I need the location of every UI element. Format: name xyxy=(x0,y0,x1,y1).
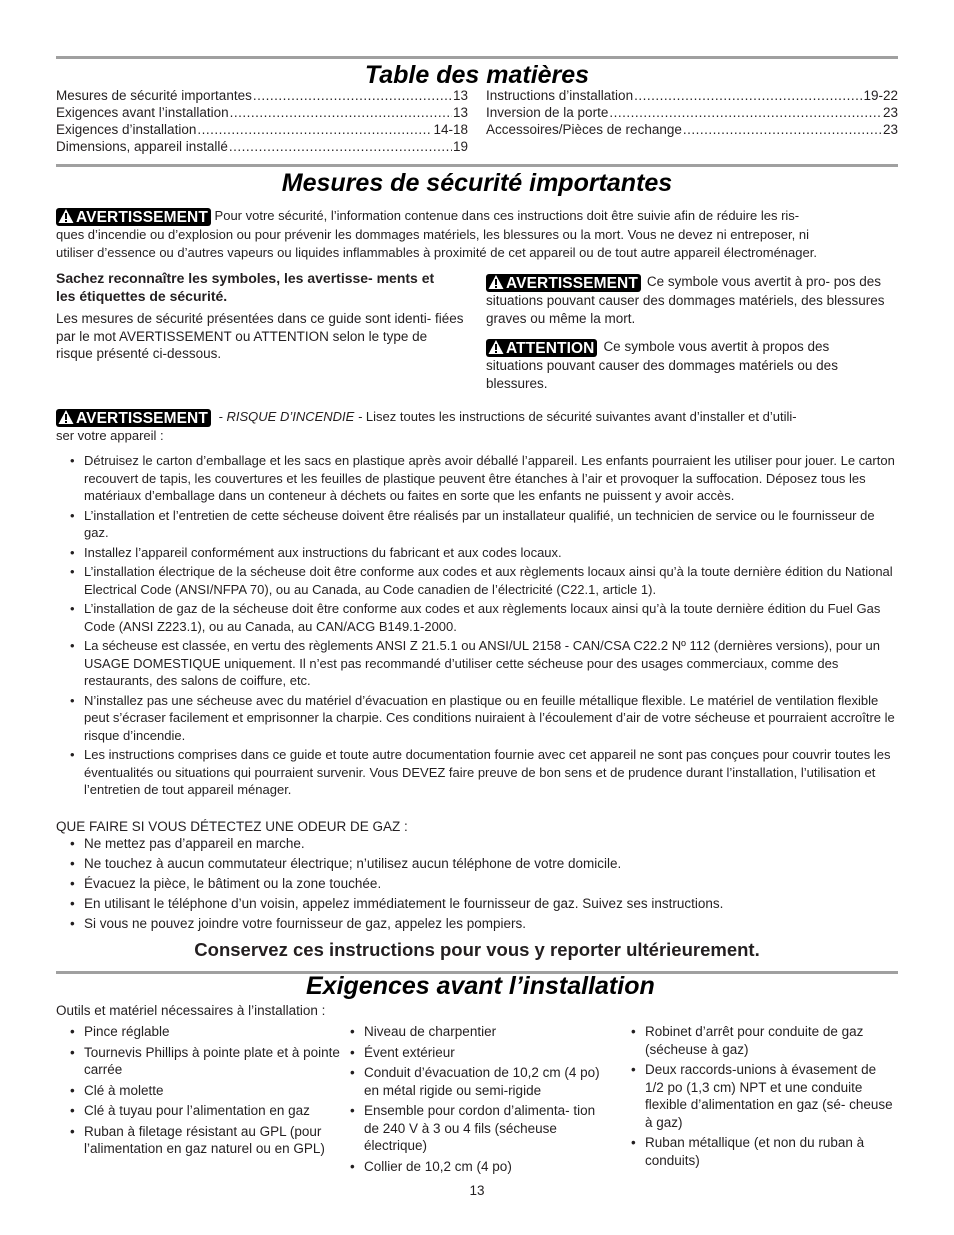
warning-intro xyxy=(56,207,898,261)
fire-bullet-item: • Les instructions comprises dans ce guide et toute autre documentation fournie avec cet appareil ne sont pas conçues pour couvrir toutes les éventualités ou situations qui pourraient survenir. Vous DEVEZ faire preuve de bon sens et de prudence durant l’installation, l’utilisation et l’entretien de tout appareil ménager. xyxy=(70,746,898,799)
recognize-heading: Sachez reconnaître les symboles, les avertisse- ments et les étiquettes de sécurité. xyxy=(56,270,435,304)
toc-entry-label: Exigences avant l’installation xyxy=(56,105,229,120)
toc-entry-page: 19-22 xyxy=(863,88,898,103)
tool-item: • Tournevis Phillips à pointe plate et à pointe carrée xyxy=(70,1044,340,1079)
toc-entry-label: Accessoires/Pièces de rechange xyxy=(486,122,682,137)
fire-bullet-item: • La sécheuse est classée, en vertu des règlements ANSI Z 21.5.1 ou ANSI/UL 2158 - CAN/CSA C22.2 Nº 112 (dernières versions), pour un USAGE DOMESTIQUE uniquement. Il n’est pas recommandé d’utiliser cette sécheuse pour des usages commerciaux, comme des restaurants, des salons de coiffure, etc. xyxy=(70,637,898,690)
intro-line-2: ques d’incendie ou d’explosion ou pour prévenir les dommages matériels, les blessures ou la mort. Vous ne devez ni entreposer, ni xyxy=(56,227,809,242)
fire-risk-text-1: Lisez toutes les instructions de sécurité suivantes avant d’installer et d’utili- xyxy=(365,409,797,424)
requirements-title: Exigences avant l’installation xyxy=(306,972,655,1000)
top-rule xyxy=(56,56,898,59)
toc-entry[interactable] xyxy=(486,104,898,121)
toc-entry[interactable] xyxy=(56,104,468,121)
toc-entry-label: Exigences d’installation xyxy=(56,122,197,137)
fire-risk-text-2: ser votre appareil : xyxy=(56,428,164,443)
tool-item: • Ruban à filetage résistant au GPL (pour l’alimentation en gaz naturel ou en GPL) xyxy=(70,1123,340,1158)
tools-column-2 xyxy=(350,1023,612,1178)
tools-column-3 xyxy=(631,1023,898,1172)
fire-bullet-item: • Détruisez le carton d’emballage et les sacs en plastique après avoir déballé l’appareil. Les enfants pourraient les utiliser pour jouer. Le carton recouvert de tapis, les couvertures et les feuilles de plastique peuvent être étanches à l’air et provoquer la suffocation. Déposez tous les matériaux d’emballage dans un conteneur à déchets ou faites en sorte que les enfants ne puissent y avoir accès. xyxy=(70,452,898,505)
tool-item: • Clé à molette xyxy=(70,1082,340,1100)
warning-badge: AVERTISSEMENT xyxy=(56,208,211,226)
intro-line-1: Pour votre sécurité, l’information contenue dans ces instructions doit être suivie afin de réduire les ris- xyxy=(214,208,800,223)
keep-instructions: Conservez ces instructions pour vous y reporter ultérieurement. xyxy=(194,939,760,960)
fire-bullet-item: • Installez l’appareil conformément aux instructions du fabricant et aux codes locaux. xyxy=(70,544,898,562)
toc-left-column xyxy=(56,87,468,155)
toc-leader-dots xyxy=(683,121,882,138)
tool-item: • Ensemble pour cordon d’alimenta- tion de 240 V à 3 ou 4 fils (sécheuse électrique) xyxy=(350,1102,612,1155)
attention-symbol-text: Ce symbole vous avertit à propos des situations pouvant causer des dommages matériels ou des blessures. xyxy=(486,339,838,391)
fire-risk-label: - RISQUE D’INCENDIE - xyxy=(218,409,363,424)
toc-right-column xyxy=(486,87,898,138)
toc-entry-label: Instructions d’installation xyxy=(486,88,634,103)
warning-triangle-icon xyxy=(488,339,504,355)
fire-bullet-item: • L’installation électrique de la sécheuse doit être conforme aux codes et aux règlements locaux ainsi qu’à la toute dernière édition du National Electrical Code (ANSI/NFPA 70), ou au Canada, au Code canadien de l’électricité (C22.1, article 1). xyxy=(70,563,898,598)
toc-entry-label: Dimensions, appareil installé xyxy=(56,139,228,154)
toc-entry[interactable] xyxy=(56,121,468,138)
warning-badge: AVERTISSEMENT xyxy=(56,409,211,427)
toc-entry-page: 13 xyxy=(452,88,468,103)
recognize-text: Les mesures de sécurité présentées dans ce guide sont identi- fiées par le mot AVERTISSEMENT ou ATTENTION selon le type de risque présenté ci-dessous. xyxy=(56,311,464,361)
tool-item: • Conduit d’évacuation de 10,2 cm (4 po) en métal rigide ou semi-rigide xyxy=(350,1064,612,1099)
toc-entry[interactable] xyxy=(56,138,468,155)
attention-symbol-block xyxy=(486,338,886,392)
safety-title: Mesures de sécurité importantes xyxy=(281,169,673,197)
toc-entry-page: 23 xyxy=(882,105,898,120)
tool-item: • Robinet d’arrêt pour conduite de gaz (sécheuse à gaz) xyxy=(631,1023,898,1058)
warning-badge: AVERTISSEMENT xyxy=(486,274,641,292)
warning-symbol-block xyxy=(486,273,886,327)
toc-entry[interactable] xyxy=(486,121,898,138)
warning-triangle-icon xyxy=(58,409,74,425)
tool-item: • Collier de 10,2 cm (4 po) xyxy=(350,1158,612,1176)
toc-leader-dots xyxy=(230,104,452,121)
toc-entry-page: 19 xyxy=(452,139,468,154)
fire-bullet-item: • N’installez pas une sécheuse avec du matériel d’évacuation en plastique ou en feuille métallique flexible. Le matériel de ventilation flexible peut s’écraser facilement et emprisonner la charpie. Ces conditions nuiraient à l’écoulement d’air de votre sécheuse et pourraient accroître le risque d’incendie. xyxy=(70,692,898,745)
tools-column-1 xyxy=(70,1023,340,1161)
attention-badge: ATTENTION xyxy=(486,339,597,357)
gas-bullet-item: • Ne mettez pas d’appareil en marche. xyxy=(70,835,898,853)
toc-entry-label: Mesures de sécurité importantes xyxy=(56,88,252,103)
toc-entry[interactable] xyxy=(56,87,468,104)
fire-risk-intro xyxy=(56,408,898,445)
toc-entry[interactable] xyxy=(486,87,898,104)
tool-item: • Ruban métallique (et non du ruban à conduits) xyxy=(631,1134,898,1169)
toc-entry-page: 13 xyxy=(452,105,468,120)
gas-bullet-item: • Ne touchez à aucun commutateur électrique; n’utilisez aucun téléphone de votre domicile. xyxy=(70,855,898,873)
tool-item: • Deux raccords-unions à évasement de 1/2 po (1,3 cm) NPT et une conduite flexible d’alimentation en gaz (sé- cheuse à gaz) xyxy=(631,1061,898,1131)
toc-leader-dots xyxy=(634,87,862,104)
gas-heading: QUE FAIRE SI VOUS DÉTECTEZ UNE ODEUR DE GAZ : xyxy=(56,819,408,834)
toc-title: Table des matières xyxy=(364,61,590,89)
gas-bullet-list xyxy=(70,835,898,935)
warning-symbol-text: Ce symbole vous avertit à pro- pos des situations pouvant causer des dommages matériels, des blessures graves ou même la mort. xyxy=(486,274,885,326)
tool-item: • Niveau de charpentier xyxy=(350,1023,612,1041)
toc-entry-page: 14-18 xyxy=(433,122,468,137)
fire-bullet-list xyxy=(70,452,898,801)
toc-leader-dots xyxy=(197,121,432,138)
intro-line-3: utiliser d’essence ou d’autres vapeurs ou liquides inflammables à proximité de cet appareil ou de tout autre appareil électroménager. xyxy=(56,244,817,260)
tools-heading: Outils et matériel nécessaires à l’installation : xyxy=(56,1003,326,1018)
section-rule xyxy=(56,164,898,167)
toc-leader-dots xyxy=(609,104,882,121)
gas-bullet-item: • En utilisant le téléphone d’un voisin, appelez immédiatement le fournisseur de gaz. Suivez ses instructions. xyxy=(70,895,898,913)
fire-bullet-item: • L’installation et l’entretien de cette sécheuse doivent être réalisés par un installateur qualifié, un technicien de service ou le fournisseur de gaz. xyxy=(70,507,898,542)
toc-leader-dots xyxy=(229,138,452,155)
tool-item: • Pince réglable xyxy=(70,1023,340,1041)
page-number: 13 xyxy=(469,1183,485,1198)
toc-leader-dots xyxy=(253,87,452,104)
gas-bullet-item: • Si vous ne pouvez joindre votre fournisseur de gaz, appelez les pompiers. xyxy=(70,915,898,933)
tool-item: • Évent extérieur xyxy=(350,1044,612,1062)
fire-bullet-item: • L’installation de gaz de la sécheuse doit être conforme aux codes et aux règlements locaux ainsi qu’à la toute dernière édition du Fuel Gas Code (ANSI Z223.1), ou au Canada, au CAN/ACG B149.1-2000. xyxy=(70,600,898,635)
warning-triangle-icon xyxy=(58,208,74,224)
tool-item: • Clé à tuyau pour l’alimentation en gaz xyxy=(70,1102,340,1120)
toc-entry-label: Inversion de la porte xyxy=(486,105,609,120)
toc-entry-page: 23 xyxy=(882,122,898,137)
gas-bullet-item: • Évacuez la pièce, le bâtiment ou la zone touchée. xyxy=(70,875,898,893)
warning-triangle-icon xyxy=(488,274,504,290)
